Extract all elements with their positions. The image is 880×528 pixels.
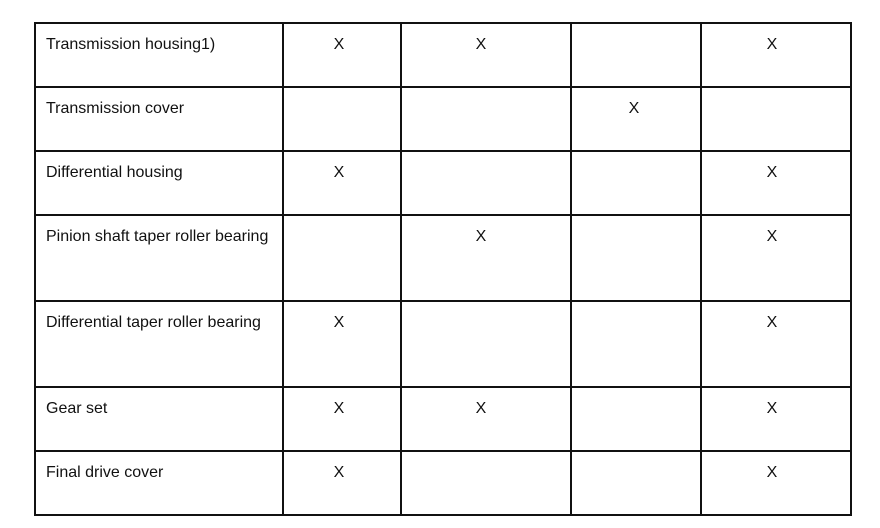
mark-cell <box>401 301 571 387</box>
table-row <box>35 215 851 301</box>
table-row <box>35 301 851 387</box>
component-label: Gear set <box>35 387 283 451</box>
mark-cell <box>571 301 701 387</box>
mark-cell <box>283 387 401 451</box>
mark-cell <box>701 87 851 151</box>
mark-cell <box>401 23 571 87</box>
mark-cell <box>401 151 571 215</box>
mark-cell <box>701 301 851 387</box>
mark-cell <box>283 23 401 87</box>
mark-cell <box>283 451 401 515</box>
table-row <box>35 87 851 151</box>
x-mark: X <box>766 400 778 417</box>
x-mark: X <box>333 400 345 417</box>
mark-cell <box>701 151 851 215</box>
x-mark: X <box>333 314 345 331</box>
x-mark: X <box>766 164 778 181</box>
component-label: Transmission housing1) <box>35 23 283 87</box>
mark-cell <box>283 87 401 151</box>
component-label: Final drive cover <box>35 451 283 515</box>
table-row <box>35 151 851 215</box>
x-mark: X <box>766 36 778 53</box>
mark-cell <box>401 87 571 151</box>
component-label: Pinion shaft taper roller bearing <box>35 215 283 301</box>
x-mark: X <box>628 100 640 117</box>
x-mark: X <box>333 164 345 181</box>
mark-cell <box>701 451 851 515</box>
x-mark: X <box>766 314 778 331</box>
x-mark: X <box>475 228 487 245</box>
table-row <box>35 23 851 87</box>
component-matrix-table <box>34 22 852 516</box>
table-row <box>35 451 851 515</box>
mark-cell <box>701 215 851 301</box>
mark-cell <box>283 215 401 301</box>
mark-cell <box>701 23 851 87</box>
component-label: Transmission cover <box>35 87 283 151</box>
mark-cell <box>401 387 571 451</box>
x-mark: X <box>333 36 345 53</box>
table-row <box>35 387 851 451</box>
mark-cell <box>401 451 571 515</box>
mark-cell <box>571 87 701 151</box>
mark-cell <box>571 215 701 301</box>
mark-cell <box>401 215 571 301</box>
x-mark: X <box>475 400 487 417</box>
x-mark: X <box>333 464 345 481</box>
component-label: Differential taper roller bearing <box>35 301 283 387</box>
mark-cell <box>283 301 401 387</box>
x-mark: X <box>766 464 778 481</box>
x-mark: X <box>475 36 487 53</box>
x-mark: X <box>766 228 778 245</box>
mark-cell <box>571 23 701 87</box>
mark-cell <box>283 151 401 215</box>
component-label: Differential housing <box>35 151 283 215</box>
mark-cell <box>571 451 701 515</box>
mark-cell <box>701 387 851 451</box>
mark-cell <box>571 387 701 451</box>
mark-cell <box>571 151 701 215</box>
